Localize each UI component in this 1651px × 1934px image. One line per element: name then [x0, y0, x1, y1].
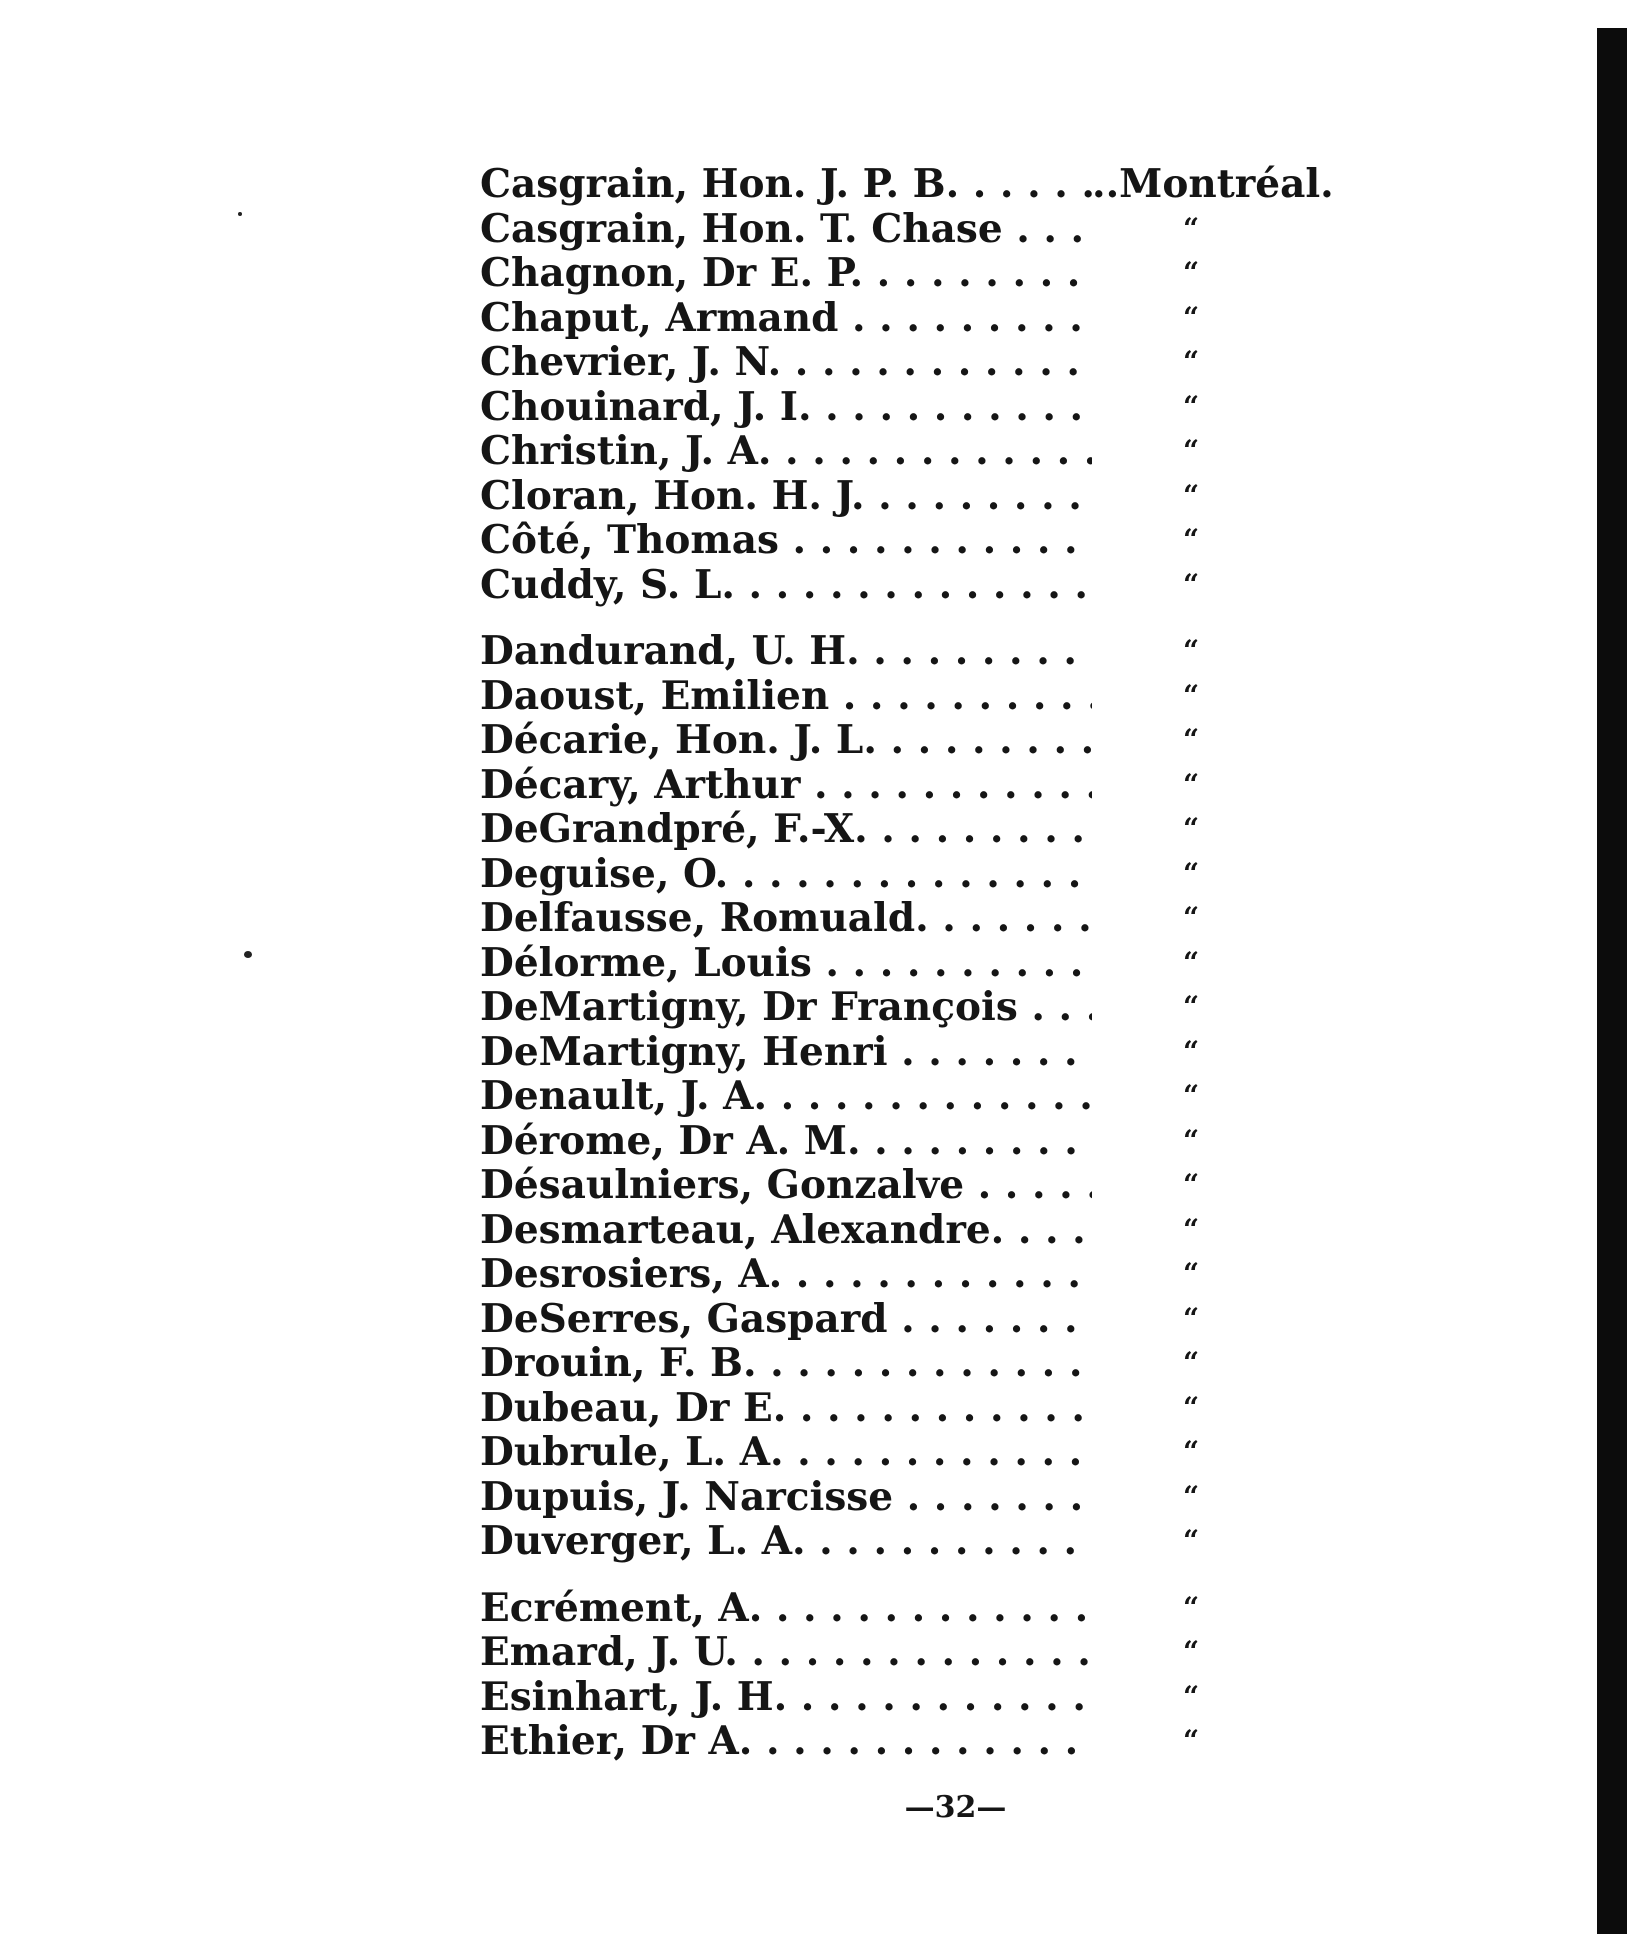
entry-name: Dupuis, J. Narcisse . . .: [480, 1475, 1092, 1520]
list-entry: [470, 807, 1350, 852]
ditto-mark: “: [1183, 567, 1200, 601]
ditto-mark: “: [1183, 1257, 1200, 1290]
entry-name: Désaulniers, Gonzalve . . .: [480, 1163, 1092, 1208]
entry-name: Décarie, Hon. J. L. . . .: [480, 718, 1092, 763]
scan-speck: [244, 951, 252, 958]
entry-name: DeMartigny, Dr François . . .: [480, 985, 1092, 1030]
entry-name: Ethier, Dr A. . . .: [480, 1719, 1092, 1764]
list-entry: [470, 429, 1350, 474]
ditto-mark: “: [1183, 1079, 1200, 1112]
ditto-mark: “: [1183, 1123, 1200, 1157]
ditto-mark: “: [1183, 1212, 1200, 1246]
ditto-mark: “: [1183, 856, 1200, 890]
list-entry: [470, 1163, 1350, 1208]
group-gap: [470, 607, 1350, 629]
entry-name: DeGrandpré, F.-X. . . .: [480, 807, 1092, 852]
list-entry: [470, 985, 1350, 1030]
list-entry: [470, 518, 1350, 563]
entry-name: Deguise, O. . . .: [480, 852, 1092, 897]
ditto-mark: “: [1183, 256, 1200, 289]
ditto-mark: “: [1183, 1524, 1200, 1557]
member-list: [470, 162, 1350, 1764]
entry-location: ..Montréal.: [1092, 161, 1334, 207]
ditto-mark: “: [1183, 523, 1200, 556]
ditto-mark: “: [1183, 723, 1200, 756]
entry-name: Délorme, Louis . . .: [480, 941, 1092, 986]
ditto-mark: “: [1183, 901, 1200, 934]
list-entry: [470, 674, 1350, 719]
list-entry: [470, 162, 1350, 207]
entry-name: DeMartigny, Henri . . .: [480, 1030, 1092, 1075]
list-entry: [470, 563, 1350, 608]
list-entry: [470, 1386, 1350, 1431]
list-entry: [470, 1119, 1350, 1164]
list-entry: [470, 1430, 1350, 1475]
list-entry: [470, 1719, 1350, 1764]
entry-name: Chaput, Armand . . .: [480, 296, 1092, 341]
ditto-mark: “: [1183, 1590, 1200, 1624]
ditto-mark: “: [1183, 1390, 1200, 1424]
scan-speck: [238, 212, 242, 216]
list-entry: [470, 474, 1350, 519]
list-entry: [470, 1586, 1350, 1631]
entry-name: Ecrément, A. . . .: [480, 1586, 1092, 1631]
ditto-mark: “: [1183, 1724, 1200, 1757]
list-entry: [470, 852, 1350, 897]
entry-name: Denault, J. A. . . .: [480, 1074, 1092, 1119]
entry-name: Chevrier, J. N. . . .: [480, 340, 1092, 385]
ditto-mark: “: [1183, 945, 1200, 979]
ditto-mark: “: [1183, 1034, 1200, 1068]
entry-name: Côté, Thomas . . .: [480, 518, 1092, 563]
entry-name: Daoust, Emilien . . .: [480, 674, 1092, 719]
entry-name: DeSerres, Gaspard . . .: [480, 1297, 1092, 1342]
entry-name: Desmarteau, Alexandre. . . .: [480, 1208, 1092, 1253]
list-entry: [470, 1519, 1350, 1564]
ditto-mark: “: [1183, 634, 1200, 667]
ditto-mark: “: [1183, 767, 1200, 801]
ditto-mark: “: [1183, 211, 1200, 245]
entry-name: Desrosiers, A. . . .: [480, 1252, 1092, 1297]
list-entry: [470, 251, 1350, 296]
ditto-mark: “: [1183, 1435, 1200, 1468]
list-entry: [470, 896, 1350, 941]
ditto-mark: “: [1183, 478, 1200, 512]
entry-name: Chagnon, Dr E. P. . . .: [480, 251, 1092, 296]
entry-name: Dérome, Dr A. M. . . .: [480, 1119, 1092, 1164]
ditto-mark: “: [1183, 345, 1200, 378]
list-entry: [470, 207, 1350, 252]
ditto-mark: “: [1183, 990, 1200, 1023]
entry-name: Cuddy, S. L. . . .: [480, 563, 1092, 608]
ditto-mark: “: [1183, 812, 1200, 845]
list-entry: [470, 763, 1350, 808]
ditto-mark: “: [1183, 300, 1200, 334]
ditto-mark: “: [1183, 1346, 1200, 1379]
ditto-mark: “: [1183, 1679, 1200, 1713]
ditto-mark: “: [1183, 1301, 1200, 1335]
list-entry: [470, 1208, 1350, 1253]
list-entry: [470, 296, 1350, 341]
list-entry: [470, 629, 1350, 674]
scan-edge-bar: [1597, 28, 1627, 1934]
page-number: —32—: [904, 1790, 1007, 1825]
entry-name: Christin, J. A. . . .: [480, 429, 1092, 474]
group-gap: [470, 1564, 1350, 1586]
list-entry: [470, 1675, 1350, 1720]
ditto-mark: “: [1183, 1479, 1200, 1513]
ditto-mark: “: [1183, 434, 1200, 467]
list-entry: [470, 941, 1350, 986]
list-entry: [470, 1341, 1350, 1386]
ditto-mark: “: [1183, 1168, 1200, 1201]
list-entry: [470, 1475, 1350, 1520]
entry-name: Duverger, L. A. . . .: [480, 1519, 1092, 1564]
list-entry: [470, 1252, 1350, 1297]
list-entry: [470, 1297, 1350, 1342]
list-entry: [470, 1074, 1350, 1119]
entry-name: Casgrain, Hon. J. P. B. . . .: [480, 162, 1092, 207]
list-entry: [470, 1030, 1350, 1075]
entry-name: Dubeau, Dr E. . . .: [480, 1386, 1092, 1431]
entry-name: Esinhart, J. H. . . .: [480, 1675, 1092, 1720]
ditto-mark: “: [1183, 389, 1200, 423]
entry-name: Casgrain, Hon. T. Chase . . .: [480, 207, 1092, 252]
entry-name: Dubrule, L. A. . . .: [480, 1430, 1092, 1475]
ditto-mark: “: [1183, 678, 1200, 712]
entry-name: Emard, J. U. . . .: [480, 1630, 1092, 1675]
list-entry: [470, 1630, 1350, 1675]
entry-name: Décary, Arthur . . .: [480, 763, 1092, 808]
list-entry: [470, 340, 1350, 385]
list-entry: [470, 718, 1350, 763]
entry-name: Dandurand, U. H. . . .: [480, 629, 1092, 674]
entry-name: Drouin, F. B. . . .: [480, 1341, 1092, 1386]
ditto-mark: “: [1183, 1635, 1200, 1668]
entry-name: Chouinard, J. I. . . .: [480, 385, 1092, 430]
list-entry: [470, 385, 1350, 430]
entry-name: Delfausse, Romuald. . . .: [480, 896, 1092, 941]
entry-name: Cloran, Hon. H. J. . . .: [480, 474, 1092, 519]
